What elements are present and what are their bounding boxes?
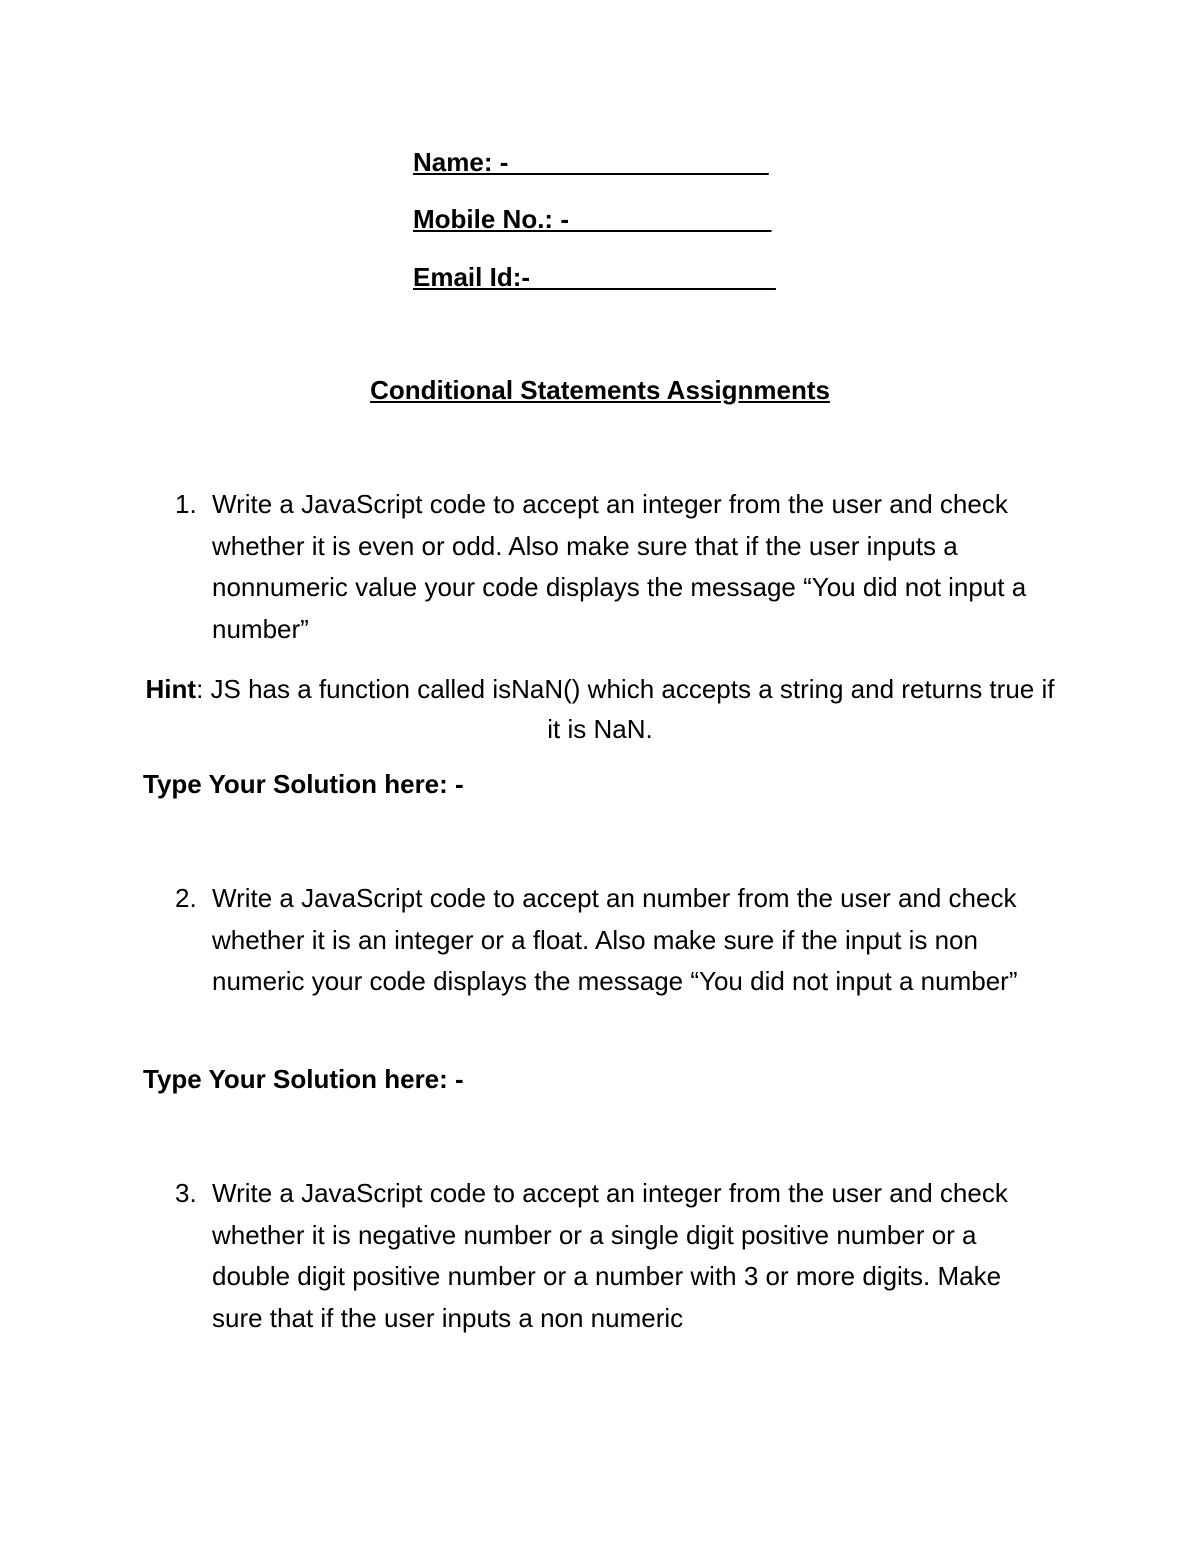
question-text: Write a JavaScript code to accept an integer from the user and check whether it is even or odd. Also make sure that if the user inputs a nonnumeric value your code displays the message “You did not input a number”: [212, 489, 1027, 644]
question-2: [175, 878, 1055, 1003]
hint-text: : JS has a function called isNaN() which accepts a string and returns true if it is NaN.: [196, 674, 1055, 744]
name-field-label: Name: -__________________: [413, 147, 769, 177]
question-text: Write a JavaScript code to accept an integer from the user and check whether it is negative number or a single digit positive number or a double digit positive number or a number with 3 or more digits. Make sure that if the user inputs a non numeric: [212, 1178, 1008, 1333]
question-3: [175, 1173, 1055, 1339]
question-number: 2.: [175, 883, 197, 913]
hint-paragraph: [145, 669, 1055, 749]
solution-label-1: Type Your Solution here: -: [143, 769, 464, 799]
mobile-field-label: Mobile No.: -______________: [413, 204, 772, 234]
question-number: 3.: [175, 1178, 197, 1208]
question-number: 1.: [175, 489, 197, 519]
hint-label: Hint: [145, 674, 197, 704]
solution-label-2: Type Your Solution here: -: [143, 1064, 464, 1094]
document-title: Conditional Statements Assignments: [370, 375, 830, 405]
email-field-label: Email Id:-_________________: [413, 262, 776, 292]
question-text: Write a JavaScript code to accept an number from the user and check whether it is an integer or a float. Also make sure if the input is non numeric your code displays the message “You did not input a number”: [212, 883, 1018, 996]
question-1: [175, 484, 1055, 650]
